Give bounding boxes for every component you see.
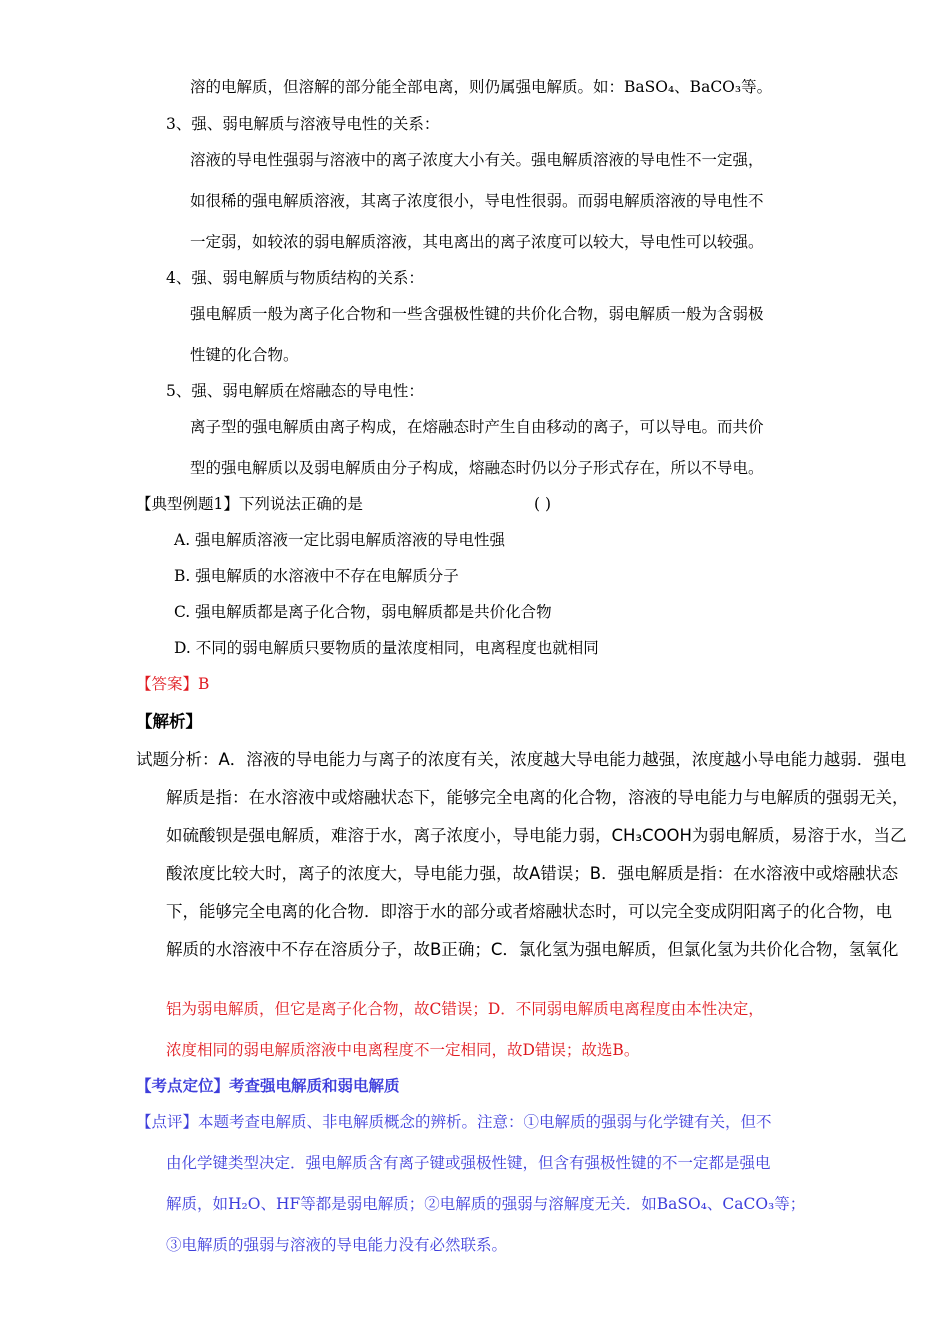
- comment-line: 解质，如H₂O、HF等都是弱电解质；②电解质的强弱与溶解度无关．如BaSO₄、CaCO₃等；: [166, 1195, 806, 1213]
- chem-formula: BaSO₄、BaCO₃等。: [624, 78, 773, 96]
- paragraph-line: 性键的化合物。: [190, 346, 299, 364]
- paragraph-line: 溶液的导电性强弱与溶液中的离子浓度大小有关。强电解质溶液的导电性不一定强，: [190, 151, 764, 169]
- paragraph-line: 强电解质一般为离子化合物和一些含强极性键的共价化合物，弱电解质一般为含弱极: [190, 305, 764, 323]
- comment-line: 本题考查电解质、非电解质概念的辨析。注意：①电解质的强弱与化学键有关，但不: [198, 1113, 772, 1131]
- exam-point: [136, 1076, 400, 1096]
- analysis-line: 解质是指：在水溶液中或熔融状态下，能够完全电离的化合物，溶液的导电能力与电解质的强弱无关，: [166, 788, 909, 807]
- section-heading-4: 4、强、弱电解质与物质结构的关系：: [166, 269, 424, 287]
- analysis-line-red: 浓度相同的弱电解质溶液中电离程度不一定相同，故D错误；故选B。: [166, 1041, 640, 1059]
- paragraph-line: [190, 77, 772, 97]
- comment-line: ③电解质的强弱与溶液的导电能力没有必然联系。: [166, 1236, 508, 1254]
- comment-label: 【点评】: [136, 1113, 199, 1131]
- analysis-line: 下，能够完全电离的化合物．即溶于水的部分或者熔融状态时，可以完全变成阴阳离子的化合物，电: [166, 902, 892, 921]
- analysis-line-red: 铝为弱电解质，但它是离子化合物，故C错误；D．不同弱电解质电离程度由本性决定，: [166, 1000, 764, 1018]
- option-c: C. 强电解质都是离子化合物，弱电解质都是共价化合物: [174, 603, 552, 621]
- paragraph-line: 一定弱，如较浓的弱电解质溶液，其电离出的离子浓度可以较大，导电性可以较强。: [190, 233, 764, 251]
- analysis-line: 试题分析：A．溶液的导电能力与离子的浓度有关，浓度越大导电能力越强，浓度越小导电能力越弱．强电: [136, 750, 907, 769]
- answer-label: 【答案】: [136, 675, 199, 693]
- option-a: A. 强电解质溶液一定比弱电解质溶液的导电性强: [174, 531, 506, 549]
- comment: [136, 1112, 772, 1132]
- example-question-title: 【典型例题1】下列说法正确的是: [136, 495, 363, 513]
- exam-point-text: 考查强电解质和弱电解质: [229, 1076, 400, 1095]
- comment-line: 由化学键类型决定．强电解质含有离子键或强极性键，但含有强极性键的不一定都是强电: [166, 1154, 771, 1172]
- analysis-line: 解质的水溶液中不存在溶质分子，故B正确；C．氯化氢为强电解质，但氯化氢为共价化合物，氢氧化: [166, 940, 899, 959]
- option-d: D. 不同的弱电解质只要物质的量浓度相同，电离程度也就相同: [174, 639, 599, 657]
- exam-point-label: 【考点定位】: [136, 1076, 230, 1095]
- analysis-line: 如硫酸钡是强电解质，难溶于水，离子浓度小，导电能力弱，CH₃COOH为弱电解质，易溶于水，当乙: [166, 826, 907, 845]
- paragraph-line: 型的强电解质以及弱电解质由分子构成，熔融态时仍以分子形式存在，所以不导电。: [190, 459, 764, 477]
- section-heading-3: 3、强、弱电解质与溶液导电性的关系：: [166, 115, 440, 133]
- answer-value: B: [198, 675, 210, 693]
- section-heading-5: 5、强、弱电解质在熔融态的导电性：: [166, 382, 424, 400]
- paragraph-line: 如很稀的强电解质溶液，其离子浓度很小，导电性很弱。而弱电解质溶液的导电性不: [190, 192, 764, 210]
- answer: [136, 674, 209, 694]
- analysis-line: 酸浓度比较大时，离子的浓度大，导电能力强，故A错误；B．强电解质是指：在水溶液中或熔融状态: [166, 864, 899, 883]
- option-b: B. 强电解质的水溶液中不存在电解质分子: [174, 567, 459, 585]
- paragraph-line: 离子型的强电解质由离子构成，在熔融态时产生自由移动的离子，可以导电。而共价: [190, 418, 764, 436]
- analysis-label: 【解析】: [136, 712, 202, 731]
- answer-bracket: ( ): [534, 495, 552, 513]
- text-fragment: 溶的电解质，但溶解的部分能全部电离，则仍属强电解质。如：: [190, 78, 625, 96]
